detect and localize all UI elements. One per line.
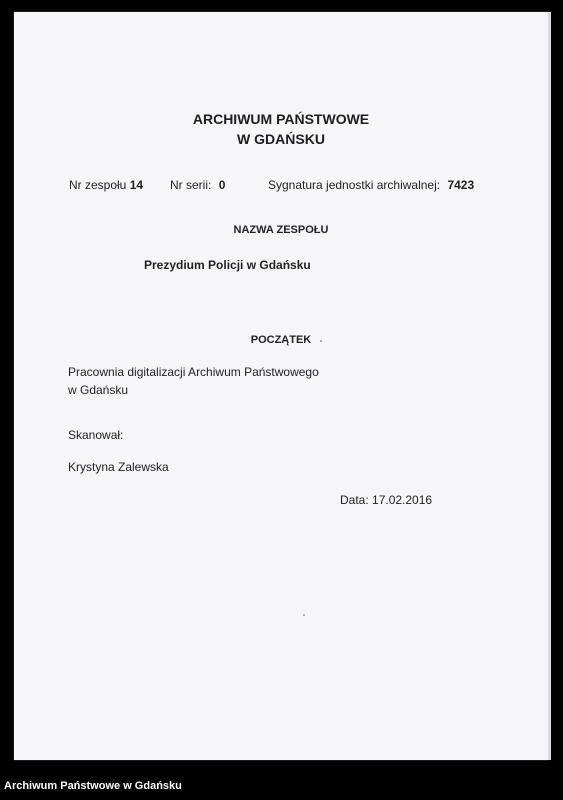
paper-speck xyxy=(303,614,305,616)
document-page xyxy=(14,12,548,760)
fond-name-heading: NAZWA ZESPOŁU xyxy=(233,224,329,236)
series-number xyxy=(170,178,225,192)
series-value: 0 xyxy=(218,178,226,192)
paper-speck xyxy=(320,340,322,342)
fond-label: Nr zespołu xyxy=(69,178,127,192)
scanned-by-label: Skanował: xyxy=(68,428,124,442)
signature-value: 7423 xyxy=(447,178,475,192)
scanned-by-name: Krystyna Zalewska xyxy=(68,460,169,474)
archive-title-line1: ARCHIWUM PAŃSTWOWE xyxy=(192,111,370,127)
series-label: Nr serii: xyxy=(170,178,212,192)
fond-value: 14 xyxy=(129,178,144,192)
start-heading: POCZĄTEK xyxy=(250,334,312,346)
archive-title-line2: W GDAŃSKU xyxy=(237,131,325,147)
fond-number xyxy=(69,178,143,192)
page-edge xyxy=(548,12,551,760)
scan-date: Data: 17.02.2016 xyxy=(340,493,433,507)
digitization-lab-line1: Pracownia digitalizacji Archiwum Państwowego xyxy=(68,365,319,379)
fond-name-value: Prezydium Policji w Gdańsku xyxy=(144,258,311,272)
signature-label: Sygnatura jednostki archiwalnej: xyxy=(268,178,441,192)
archive-caption: Archiwum Państwowe w Gdańsku xyxy=(4,780,182,792)
digitization-lab-line2: w Gdańsku xyxy=(68,383,129,397)
archival-signature xyxy=(268,178,474,192)
